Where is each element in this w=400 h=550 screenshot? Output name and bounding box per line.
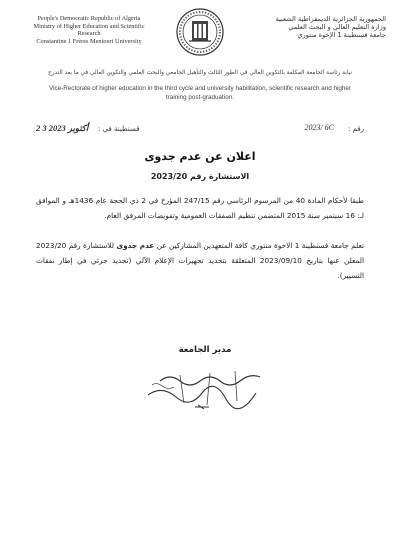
university-logo-icon	[175, 7, 225, 57]
header-right-line: جامعة قسنطينة 1 الإخوة منتوري	[297, 31, 386, 40]
header-left-line: People's Democratic Republic of Algeria	[37, 15, 141, 22]
subtitle-english: Vice-Rectorate of higher education in the third cycle and university habilitation, scientific research and higher training post-graduation.	[49, 85, 351, 101]
signature-stamp	[140, 363, 270, 413]
header-left-line: Research	[77, 30, 101, 38]
reference-label: رقم :	[348, 125, 364, 133]
subtitle-arabic: نيابة رئاسة الجامعة المكلفة بالتكوين العالي في الطور الثالث والتأهيل الجامعي والبحث العلمي والتكوين العالي في ما بعد التدرج	[48, 70, 352, 76]
announcement-paragraph	[36, 238, 364, 283]
announcement-text-bold: عدم جدوى	[116, 241, 155, 250]
date-value: 2 3 أكتوبر 2023	[36, 123, 89, 133]
header-right-block	[246, 15, 386, 40]
header-right-line: وزارة التعليم العالي و البحث العلمي	[288, 23, 386, 32]
announcement-text-before: تعلم جامعة قسنطينة 1 الاخوة منتوري كافة المتعهدين المشاركين عن	[156, 241, 365, 250]
announcement-title: اعلان عن عدم جدوى	[144, 150, 256, 163]
date-label: قسنطينة في :	[98, 125, 140, 133]
signature-title: مدير الجامعة	[178, 345, 232, 355]
announcement-text-after: للاستشارة رقم 2023/20 المعلن عنها بتاريخ 2023/09/10 المتعلقة بتجديد تجهيزات الإعلام الآلي (تجديد جزئي في إطار نفقات التسيير).	[36, 241, 365, 280]
consultation-number: الاستشارة رقم 2023/20	[150, 172, 250, 181]
header-left-line: Ministry of Higher Education and Scientific	[33, 22, 145, 30]
reference-date-row	[36, 123, 364, 137]
header-right-line: الجمهورية الجزائرية الديمقراطية الشعبية	[275, 15, 386, 23]
header-left-block	[14, 15, 164, 45]
legal-reference-paragraph: طبقا لأحكام المادة 40 من المرسوم الرئاسي رقم 247/15 المؤرخ في 2 ذي الحجة عام 1436هـ و الموافق لـ: 16 سبتمبر سنة 2015 المتضمن تنظيم الصفقات العمومية وتفويضات المرفق العام.	[36, 196, 364, 220]
header-left-line: Constantine 1 Frères Mentouri University	[36, 37, 142, 45]
reference-number: 2023/ 6C	[304, 123, 334, 132]
